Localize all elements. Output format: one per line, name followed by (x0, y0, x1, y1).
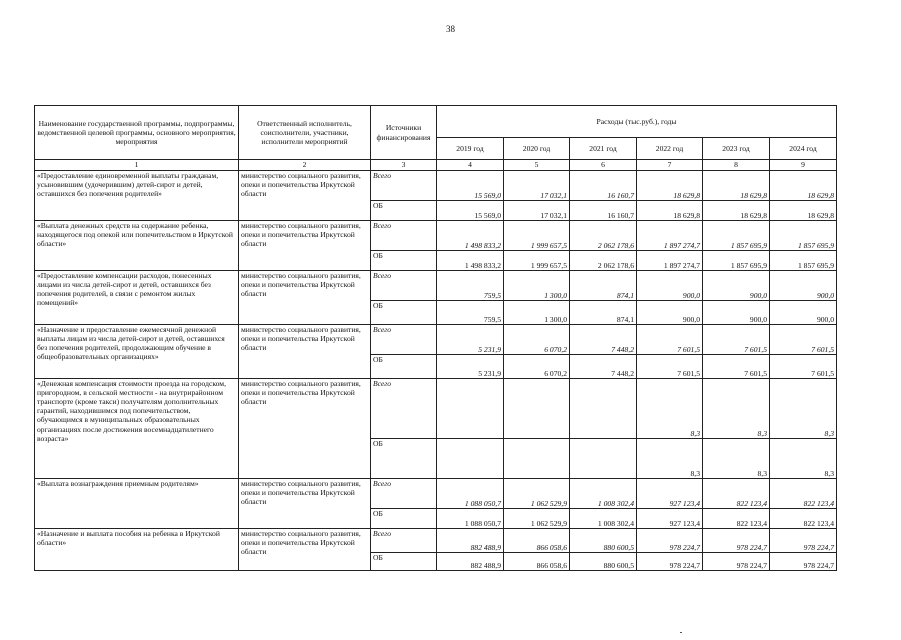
event-name: «Назначение и выплата пособия на ребенка в Иркутской области» (35, 529, 239, 571)
total-value: 1 300,0 (504, 271, 570, 301)
ob-value: 16 160,7 (570, 201, 637, 221)
total-value: 7 601,5 (770, 325, 837, 355)
table-row (35, 171, 837, 201)
ob-value: 880 600,5 (570, 553, 637, 571)
source-total-label: Всего (371, 325, 437, 355)
total-value: 978 224,7 (637, 529, 703, 553)
ob-value: 7 448,2 (570, 355, 637, 379)
event-name: «Назначение и предоставление ежемесячной денежной выплаты лицам из числа детей-сирот и детей, оставшихся без попечения родителей, продолжающим обучение в общеобразовательных организациях» (35, 325, 239, 379)
total-value: 16 160,7 (570, 171, 637, 201)
total-value: 2 062 178,6 (570, 221, 637, 251)
total-value: 7 601,5 (703, 325, 770, 355)
column-number-row (35, 160, 837, 171)
source-total-label: Всего (371, 479, 437, 509)
ob-value: 866 058,6 (504, 553, 570, 571)
ob-value: 17 032,1 (504, 201, 570, 221)
column-number: 6 (570, 160, 637, 171)
table-row (35, 379, 837, 439)
total-value: 8,3 (637, 379, 703, 439)
source-ob-label: ОБ (371, 439, 437, 479)
responsible-executor: министерство социального развития, опеки и попечительства Иркутской области (239, 271, 371, 325)
ob-value: 1 008 302,4 (570, 509, 637, 529)
ob-value: 1 088 050,7 (437, 509, 504, 529)
event-name: «Предоставление компенсации расходов, понесенных лицами из числа детей-сирот и детей, оставшихся без попечения родителей, в связи с ремонтом жилых помещений» (35, 271, 239, 325)
source-total-label: Всего (371, 379, 437, 439)
column-number: 8 (703, 160, 770, 171)
table-row (35, 325, 837, 355)
ob-value: 822 123,4 (703, 509, 770, 529)
ob-value: 2 062 178,6 (570, 251, 637, 271)
total-value: 18 629,8 (637, 171, 703, 201)
header-year: 2019 год (437, 138, 504, 160)
ob-value: 7 601,5 (703, 355, 770, 379)
header-year: 2023 год (703, 138, 770, 160)
total-value: 15 569,0 (437, 171, 504, 201)
total-value: 822 123,4 (770, 479, 837, 509)
header-year: 2024 год (770, 138, 837, 160)
total-value: 1 062 529,9 (504, 479, 570, 509)
ob-value: 1 498 833,2 (437, 251, 504, 271)
total-value: 7 601,5 (637, 325, 703, 355)
responsible-executor: министерство социального развития, опеки и попечительства Иркутской области (239, 529, 371, 571)
source-ob-label: ОБ (371, 251, 437, 271)
column-number: 4 (437, 160, 504, 171)
ob-value: 8,3 (637, 439, 703, 479)
total-value (504, 379, 570, 439)
ob-value: 900,0 (637, 301, 703, 325)
ob-value: 1 857 695,9 (770, 251, 837, 271)
ob-value: 1 300,0 (504, 301, 570, 325)
total-value: 1 999 657,5 (504, 221, 570, 251)
event-name: «Выплата вознаграждения приемным родителям» (35, 479, 239, 529)
responsible-executor: министерство социального развития, опеки и попечительства Иркутской области (239, 171, 371, 221)
total-value (570, 379, 637, 439)
ob-value: 927 123,4 (637, 509, 703, 529)
source-total-label: Всего (371, 221, 437, 251)
column-number: 7 (637, 160, 703, 171)
total-value: 900,0 (703, 271, 770, 301)
ob-value: 1 897 274,7 (637, 251, 703, 271)
ob-value (570, 439, 637, 479)
header-year: 2022 год (637, 138, 703, 160)
total-value: 1 008 302,4 (570, 479, 637, 509)
column-number: 9 (770, 160, 837, 171)
column-number: 1 (35, 160, 239, 171)
source-total-label: Всего (371, 271, 437, 301)
ob-value: 978 224,7 (703, 553, 770, 571)
source-total-label: Всего (371, 171, 437, 201)
responsible-executor: министерство социального развития, опеки и попечительства Иркутской области (239, 379, 371, 479)
total-value: 927 123,4 (637, 479, 703, 509)
header-year: 2021 год (570, 138, 637, 160)
ob-value: 8,3 (770, 439, 837, 479)
table-body (35, 171, 837, 571)
total-value: 8,3 (770, 379, 837, 439)
total-value: 822 123,4 (703, 479, 770, 509)
source-ob-label: ОБ (371, 301, 437, 325)
event-name: «Денежная компенсация стоимости проезда на городском, пригородном, в сельской местности - на внутрирайонном транспорте (кроме такси) получателям дополнительных гарантий, находившимся под попечительством, обучающимся в муниципальных образовательных организациях после достижения восемнадцатилетнего возраста» (35, 379, 239, 479)
ob-value: 15 569,0 (437, 201, 504, 221)
total-value: 18 629,8 (703, 171, 770, 201)
column-number: 3 (371, 160, 437, 171)
total-value: 5 231,9 (437, 325, 504, 355)
total-value: 1 897 274,7 (637, 221, 703, 251)
total-value: 882 488,9 (437, 529, 504, 553)
ob-value: 7 601,5 (637, 355, 703, 379)
header-executor: Ответственный исполнитель, соисполнители, участники, исполнители мероприятий (239, 106, 371, 160)
header-year: 2020 год (504, 138, 570, 160)
ob-value: 978 224,7 (770, 553, 837, 571)
scan-mark (680, 632, 682, 633)
ob-value: 882 488,9 (437, 553, 504, 571)
table-row (35, 221, 837, 251)
table-row (35, 529, 837, 553)
ob-value: 874,1 (570, 301, 637, 325)
total-value: 874,1 (570, 271, 637, 301)
header-name: Наименование государственной программы, подпрограммы, ведомственной целевой программы, основного мероприятия, мероприятия (35, 106, 239, 160)
ob-value: 18 629,8 (637, 201, 703, 221)
ob-value (504, 439, 570, 479)
ob-value: 978 224,7 (637, 553, 703, 571)
event-name: «Предоставление единовременной выплаты гражданам, усыновившим (удочерившим) детей-сирот и детей, оставшихся без попечения родителей» (35, 171, 239, 221)
ob-value: 1 857 695,9 (703, 251, 770, 271)
source-ob-label: ОБ (371, 201, 437, 221)
total-value (437, 379, 504, 439)
ob-value: 1 999 657,5 (504, 251, 570, 271)
total-value: 978 224,7 (770, 529, 837, 553)
source-ob-label: ОБ (371, 355, 437, 379)
total-value: 6 070,2 (504, 325, 570, 355)
ob-value: 7 601,5 (770, 355, 837, 379)
ob-value: 900,0 (770, 301, 837, 325)
source-ob-label: ОБ (371, 509, 437, 529)
ob-value: 18 629,8 (770, 201, 837, 221)
table-row (35, 271, 837, 301)
total-value: 1 088 050,7 (437, 479, 504, 509)
total-value: 7 448,2 (570, 325, 637, 355)
ob-value: 18 629,8 (703, 201, 770, 221)
total-value: 8,3 (703, 379, 770, 439)
responsible-executor: министерство социального развития, опеки и попечительства Иркутской области (239, 479, 371, 529)
total-value: 866 058,6 (504, 529, 570, 553)
responsible-executor: министерство социального развития, опеки и попечительства Иркутской области (239, 221, 371, 271)
ob-value: 822 123,4 (770, 509, 837, 529)
total-value: 17 032,1 (504, 171, 570, 201)
total-value: 978 224,7 (703, 529, 770, 553)
responsible-executor: министерство социального развития, опеки и попечительства Иркутской области (239, 325, 371, 379)
total-value: 18 629,8 (770, 171, 837, 201)
ob-value: 1 062 529,9 (504, 509, 570, 529)
page-number: 38 (446, 24, 455, 34)
total-value: 759,5 (437, 271, 504, 301)
total-value: 900,0 (637, 271, 703, 301)
ob-value: 8,3 (703, 439, 770, 479)
table-row (35, 479, 837, 509)
total-value: 1 857 695,9 (770, 221, 837, 251)
column-number: 5 (504, 160, 570, 171)
header-expenses: Расходы (тыс.руб.), годы (437, 106, 837, 138)
total-value: 900,0 (770, 271, 837, 301)
total-value: 1 498 833,2 (437, 221, 504, 251)
ob-value: 759,5 (437, 301, 504, 325)
header-source: Источники финансирования (371, 106, 437, 160)
column-number: 2 (239, 160, 371, 171)
ob-value (437, 439, 504, 479)
source-total-label: Всего (371, 529, 437, 553)
total-value: 1 857 695,9 (703, 221, 770, 251)
ob-value: 900,0 (703, 301, 770, 325)
total-value: 880 600,5 (570, 529, 637, 553)
event-name: «Выплата денежных средств на содержание ребенка, находящегося под опекой или попечительством в Иркутской области» (35, 221, 239, 271)
budget-table (34, 105, 837, 571)
ob-value: 6 070,2 (504, 355, 570, 379)
source-ob-label: ОБ (371, 553, 437, 571)
ob-value: 5 231,9 (437, 355, 504, 379)
